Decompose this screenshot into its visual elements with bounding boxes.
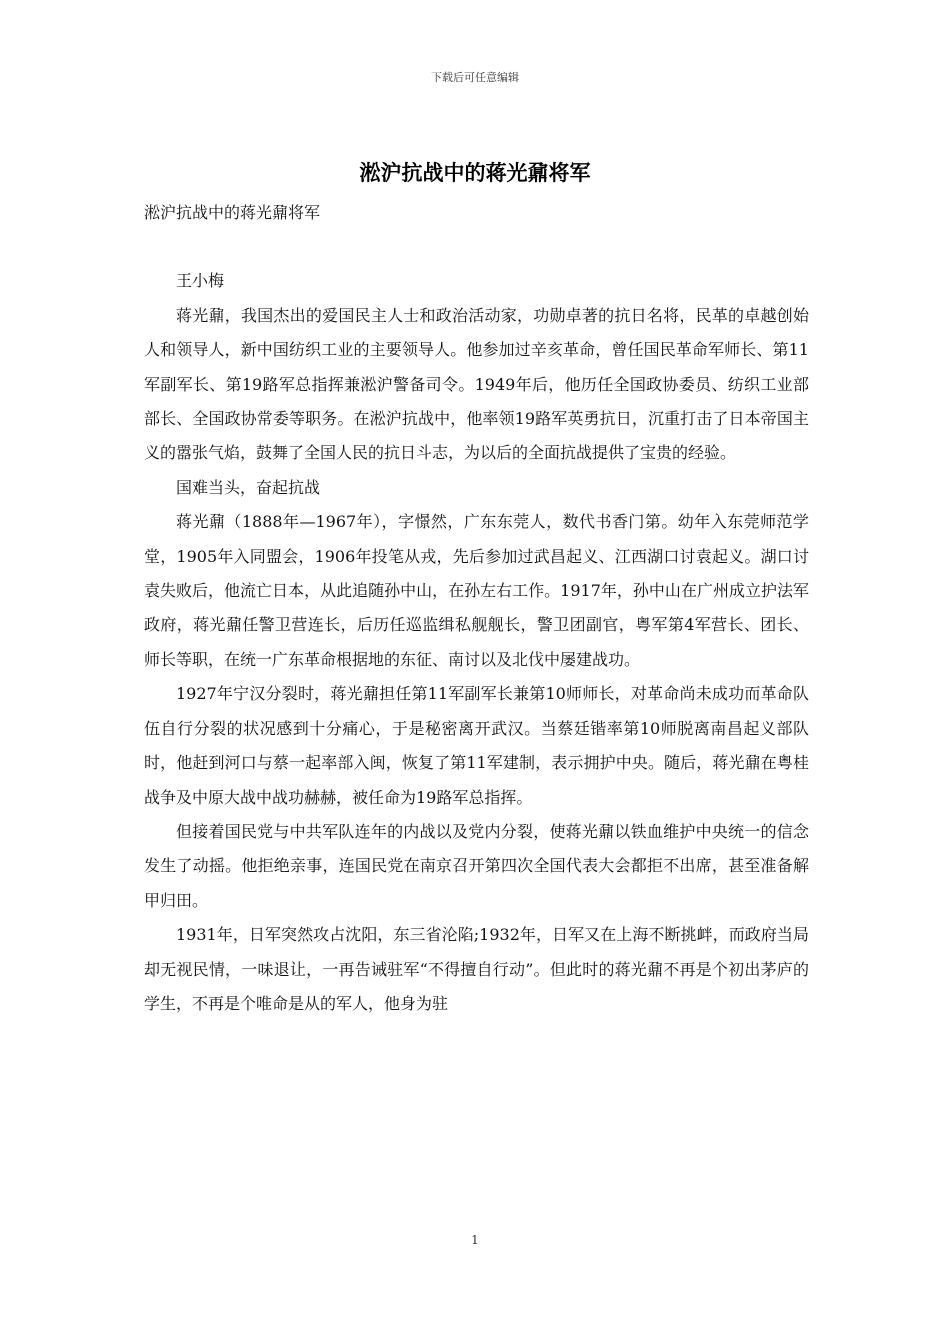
blank-line <box>144 230 809 264</box>
paragraph-1931: 1931年，日军突然攻占沈阳，东三省沦陷;1932年，日军又在上海不断挑衅，而政府当局却无视民情，一味退让，一再告诫驻军“不得擅自行动”。但此时的蒋光鼐不再是个初出茅庐的学生，不再是个唯命是从的军人，他身为驻 <box>144 925 809 1013</box>
subtitle-line: 淞沪抗战中的蒋光鼐将军 <box>144 203 321 222</box>
section-heading: 国难当头，奋起抗战 <box>176 477 321 497</box>
paragraph-biography: 蒋光鼐（1888年—1967年），字憬然，广东东莞人，数代书香门第。幼年入东莞师范学堂，1905年入同盟会，1906年投笔从戎，先后参加过武昌起义、江西湖口讨袁起义。湖口讨袁失败后，他流亡日本，从此追随孙中山，在孙左右工作。1917年，孙中山在广州成立护法军政府，蒋光鼐任警卫营连长，后历任巡监缉私舰舰长，警卫团副官，粤军第4军营长、团长、师长等职，在统一广东革命根据地的东征、南讨以及北伐中屡建战功。 <box>144 512 809 669</box>
paragraph-1927: 1927年宁汉分裂时，蒋光鼐担任第11军副军长兼第10师师长，对革命尚未成功而革命队伍自行分裂的状况感到十分痛心，于是秘密离开武汉。当蔡廷锴率第10师脱离南昌起义部队时，他赶到河口与蔡一起率部入闽，恢复了第11军建制，表示拥护中央。随后，蒋光鼐在粤桂战争及中原大战中战功赫赫，被任命为19路军总指挥。 <box>144 684 809 807</box>
document-body <box>144 196 809 1021</box>
paragraph-civil-war: 但接着国民党与中共军队连年的内战以及党内分裂，使蒋光鼐以铁血维护中央统一的信念发生了动摇。他拒绝亲事，连国民党在南京召开第四次全国代表大会都拒不出席，甚至准备解甲归田。 <box>144 821 809 910</box>
page-header: 下载后可任意编辑 <box>431 71 519 84</box>
page-number: 1 <box>471 1233 479 1247</box>
document-title: 淞沪抗战中的蒋光鼐将军 <box>359 160 591 185</box>
paragraph-intro: 蒋光鼐，我国杰出的爱国民主人士和政治活动家，功勋卓著的抗日名将，民革的卓越创始人和领导人，新中国纺织工业的主要领导人。他参加过辛亥革命，曾任国民革命军师长、第11军副军长、第19路军总指挥兼淞沪警备司令。1949年后，他历任全国政协委员、纺织工业部部长、全国政协常委等职务。在淞沪抗战中，他率领19路军英勇抗日，沉重打击了日本帝国主义的嚣张气焰，鼓舞了全国人民的抗日斗志，为以后的全面抗战提供了宝贵的经验。 <box>144 305 809 463</box>
author-line: 王小梅 <box>176 271 225 291</box>
